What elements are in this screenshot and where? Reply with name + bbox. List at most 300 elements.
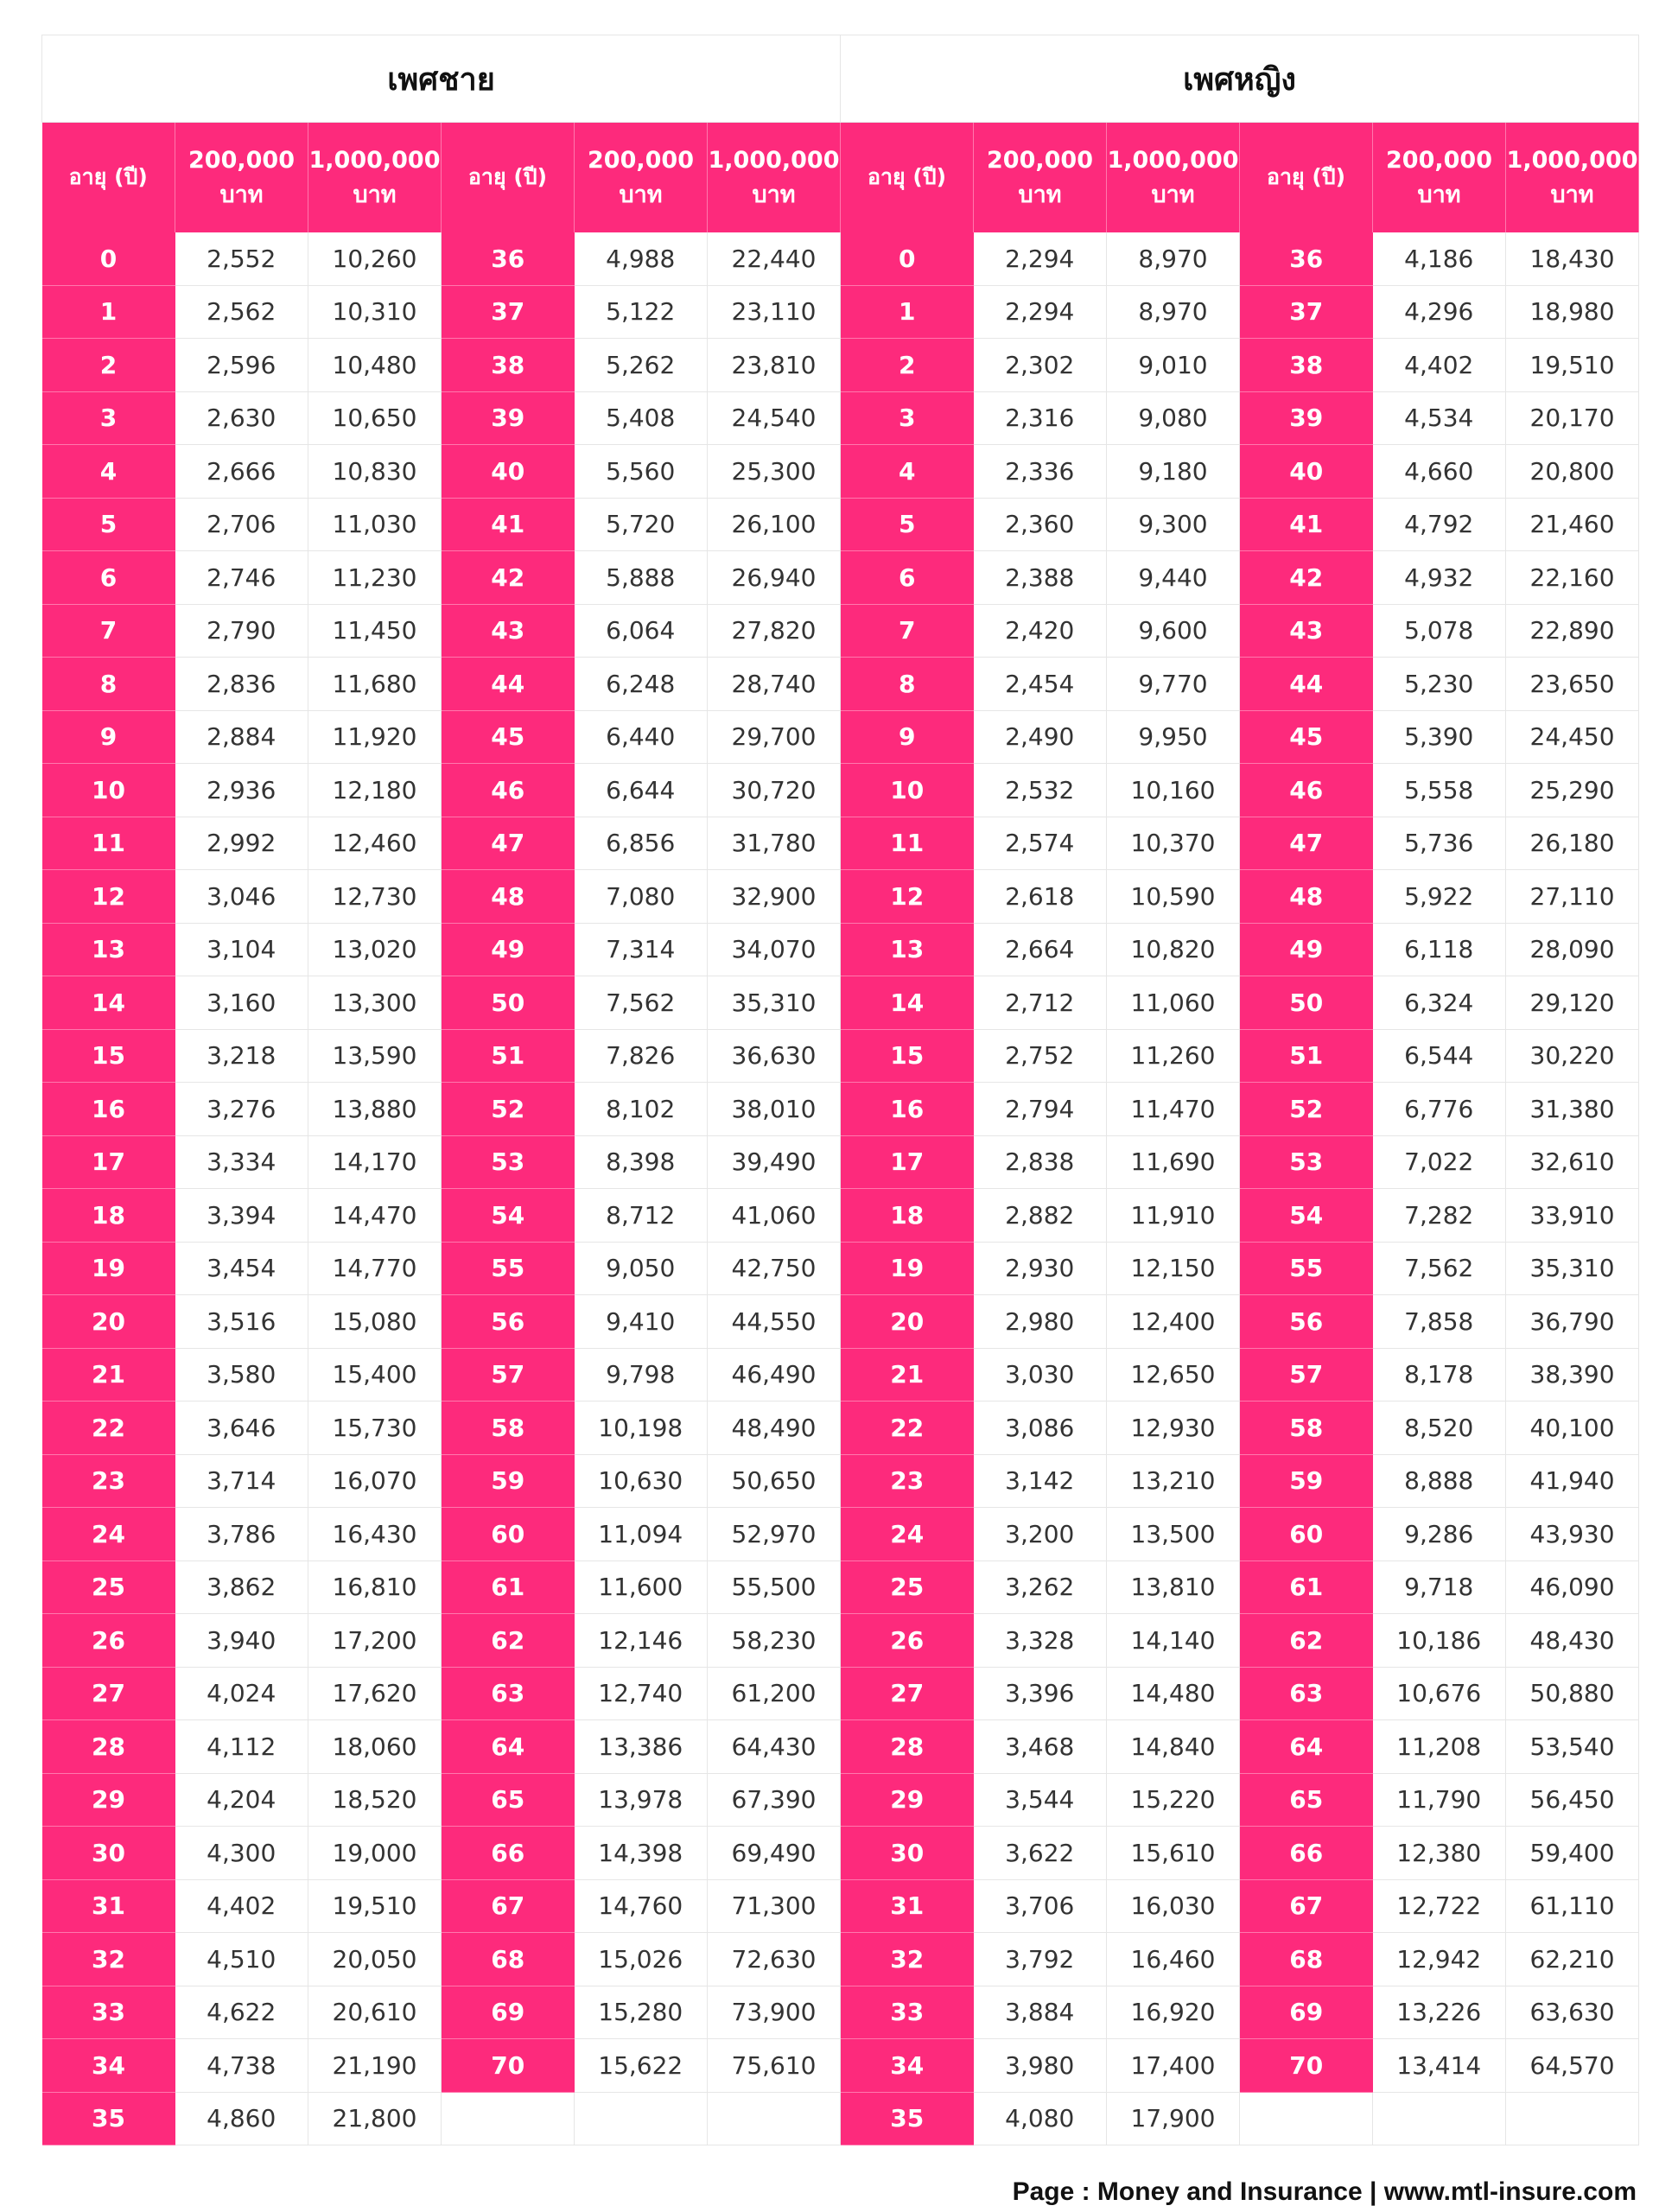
female-age-cell: 44 <box>1240 658 1373 711</box>
female-premium-1m-cell: 12,650 <box>1107 1348 1240 1402</box>
female-premium-200k-cell: 3,086 <box>974 1402 1107 1455</box>
male-age-cell: 15 <box>42 1029 175 1083</box>
empty-cell <box>1506 2092 1639 2145</box>
female-premium-200k-cell: 10,676 <box>1373 1667 1506 1720</box>
male-premium-200k-cell: 4,402 <box>175 1879 308 1933</box>
male-premium-1m-cell: 26,940 <box>708 551 841 605</box>
male-premium-1m-cell: 35,310 <box>708 976 841 1030</box>
female-age-cell: 56 <box>1240 1295 1373 1349</box>
female-premium-1m-cell: 24,450 <box>1506 710 1639 764</box>
table-row <box>42 1879 1639 1933</box>
table-row <box>42 923 1639 976</box>
female-premium-200k-cell: 6,324 <box>1373 976 1506 1030</box>
male-premium-200k-cell: 13,386 <box>575 1720 708 1774</box>
male-premium-200k-cell: 11,600 <box>575 1560 708 1614</box>
female-premium-200k-cell: 5,078 <box>1373 604 1506 658</box>
male-premium-1m-cell: 69,490 <box>708 1827 841 1880</box>
female-premium-200k-cell: 2,574 <box>974 817 1107 870</box>
male-premium-200k-cell: 12,146 <box>575 1614 708 1668</box>
female-age-cell: 19 <box>841 1242 974 1295</box>
female-age-cell: 67 <box>1240 1879 1373 1933</box>
male-premium-1m-cell: 12,730 <box>308 870 442 924</box>
male-age-cell: 57 <box>442 1348 575 1402</box>
currency-unit: บาท <box>219 181 264 208</box>
male-premium-200k-cell: 3,394 <box>175 1189 308 1243</box>
male-premium-1m-cell: 20,050 <box>308 1933 442 1986</box>
table-row <box>42 1135 1639 1189</box>
male-age-cell: 27 <box>42 1667 175 1720</box>
male-age-cell: 31 <box>42 1879 175 1933</box>
female-premium-200k-cell: 5,390 <box>1373 710 1506 764</box>
male-premium-1m-cell: 14,770 <box>308 1242 442 1295</box>
male-premium-1m-cell: 10,310 <box>308 285 442 339</box>
male-age-cell: 26 <box>42 1614 175 1668</box>
male-age-cell: 55 <box>442 1242 575 1295</box>
male-premium-1m-cell: 38,010 <box>708 1083 841 1136</box>
female-premium-200k-cell: 4,296 <box>1373 285 1506 339</box>
male-age-cell: 35 <box>42 2092 175 2145</box>
male-premium-200k-cell: 2,552 <box>175 232 308 285</box>
male-premium-1m-cell: 10,830 <box>308 445 442 499</box>
female-age-cell: 55 <box>1240 1242 1373 1295</box>
male-premium-1m-cell: 39,490 <box>708 1135 841 1189</box>
currency-unit: บาท <box>1417 181 1461 208</box>
female-premium-1m-cell: 11,260 <box>1107 1029 1240 1083</box>
male-age-cell: 7 <box>42 604 175 658</box>
female-premium-1m-cell: 38,390 <box>1506 1348 1639 1402</box>
male-age-cell: 44 <box>442 658 575 711</box>
female-premium-200k-cell: 6,544 <box>1373 1029 1506 1083</box>
male-age-cell: 39 <box>442 391 575 445</box>
male-premium-200k-cell: 2,746 <box>175 551 308 605</box>
female-age-cell: 46 <box>1240 764 1373 817</box>
female-age-cell: 12 <box>841 870 974 924</box>
female-premium-1m-cell: 14,840 <box>1107 1720 1240 1774</box>
male-age-cell: 48 <box>442 870 575 924</box>
female-premium-1m-cell: 40,100 <box>1506 1402 1639 1455</box>
male-age-cell: 60 <box>442 1508 575 1561</box>
female-age-cell: 37 <box>1240 285 1373 339</box>
female-age-cell: 42 <box>1240 551 1373 605</box>
female-premium-200k-cell: 4,932 <box>1373 551 1506 605</box>
female-premium-1m-cell: 41,940 <box>1506 1454 1639 1508</box>
male-age-cell: 1 <box>42 285 175 339</box>
female-age-cell: 6 <box>841 551 974 605</box>
female-age-cell: 7 <box>841 604 974 658</box>
male-age-cell: 21 <box>42 1348 175 1402</box>
female-age-cell: 49 <box>1240 923 1373 976</box>
table-row <box>42 1189 1639 1243</box>
female-premium-200k-cell: 8,888 <box>1373 1454 1506 1508</box>
female-age-cell: 30 <box>841 1827 974 1880</box>
male-premium-200k-cell: 7,562 <box>575 976 708 1030</box>
male-age-cell: 38 <box>442 339 575 392</box>
male-premium-200k-cell: 3,160 <box>175 976 308 1030</box>
currency-unit: บาท <box>619 181 663 208</box>
female-age-cell: 29 <box>841 1773 974 1827</box>
female-premium-200k-cell: 3,706 <box>974 1879 1107 1933</box>
table-row <box>42 1560 1639 1614</box>
female-age-cell: 25 <box>841 1560 974 1614</box>
female-age-cell: 34 <box>841 2039 974 2093</box>
female-premium-1m-cell: 9,770 <box>1107 658 1240 711</box>
male-premium-200k-cell: 4,300 <box>175 1827 308 1880</box>
female-age-cell: 66 <box>1240 1827 1373 1880</box>
page-footer: Page : Money and Insurance | www.mtl-insure.com <box>1012 2177 1637 2206</box>
male-age-cell: 18 <box>42 1189 175 1243</box>
female-premium-200k-cell: 3,884 <box>974 1986 1107 2039</box>
male-premium-1m-cell: 46,490 <box>708 1348 841 1402</box>
male-premium-1m-cell: 25,300 <box>708 445 841 499</box>
female-premium-200k-cell: 7,022 <box>1373 1135 1506 1189</box>
premium-table-container <box>41 35 1638 2145</box>
male-age-cell: 54 <box>442 1189 575 1243</box>
column-header-row <box>42 123 1639 233</box>
female-premium-1m-cell: 9,950 <box>1107 710 1240 764</box>
female-premium-1m-cell: 56,450 <box>1506 1773 1639 1827</box>
male-premium-200k-cell: 3,218 <box>175 1029 308 1083</box>
male-premium-1m-cell: 16,430 <box>308 1508 442 1561</box>
female-premium-1m-cell: 16,460 <box>1107 1933 1240 1986</box>
female-premium-200k-cell: 2,712 <box>974 976 1107 1030</box>
male-age-cell: 14 <box>42 976 175 1030</box>
male-age-cell: 51 <box>442 1029 575 1083</box>
male-premium-1m-cell: 11,030 <box>308 498 442 551</box>
female-premium-1m-cell: 59,400 <box>1506 1827 1639 1880</box>
female-premium-1m-cell: 32,610 <box>1506 1135 1639 1189</box>
female-age-cell: 27 <box>841 1667 974 1720</box>
female-premium-200k-cell: 13,226 <box>1373 1986 1506 2039</box>
female-premium-1m-cell: 10,590 <box>1107 870 1240 924</box>
male-age-cell: 17 <box>42 1135 175 1189</box>
male-premium-1m-cell: 48,490 <box>708 1402 841 1455</box>
female-age-cell: 52 <box>1240 1083 1373 1136</box>
male-premium-1m-cell: 27,820 <box>708 604 841 658</box>
male-age-cell: 2 <box>42 339 175 392</box>
female-premium-200k-cell: 12,722 <box>1373 1879 1506 1933</box>
female-premium-1m-cell: 15,610 <box>1107 1827 1240 1880</box>
female-premium-1m-cell: 25,290 <box>1506 764 1639 817</box>
female-premium-200k-cell: 3,142 <box>974 1454 1107 1508</box>
currency-unit: บาท <box>1550 181 1594 208</box>
male-premium-200k-cell: 4,204 <box>175 1773 308 1827</box>
male-premium-1m-cell: 67,390 <box>708 1773 841 1827</box>
table-row <box>42 285 1639 339</box>
male-age-cell: 41 <box>442 498 575 551</box>
female-left-col1-header <box>974 123 1107 233</box>
male-premium-1m-cell: 61,200 <box>708 1667 841 1720</box>
female-age-cell: 43 <box>1240 604 1373 658</box>
female-age-cell: 5 <box>841 498 974 551</box>
male-premium-200k-cell: 5,262 <box>575 339 708 392</box>
male-premium-1m-cell: 16,070 <box>308 1454 442 1508</box>
female-age-cell: 15 <box>841 1029 974 1083</box>
male-premium-1m-cell: 11,680 <box>308 658 442 711</box>
male-age-cell: 59 <box>442 1454 575 1508</box>
empty-cell <box>1373 2092 1506 2145</box>
male-age-cell: 5 <box>42 498 175 551</box>
female-premium-1m-cell: 20,800 <box>1506 445 1639 499</box>
male-premium-200k-cell: 15,622 <box>575 2039 708 2093</box>
table-row <box>42 498 1639 551</box>
female-premium-200k-cell: 3,544 <box>974 1773 1107 1827</box>
female-premium-200k-cell: 2,454 <box>974 658 1107 711</box>
table-row <box>42 1454 1639 1508</box>
male-age-cell: 50 <box>442 976 575 1030</box>
female-premium-200k-cell: 4,792 <box>1373 498 1506 551</box>
male-premium-200k-cell: 3,046 <box>175 870 308 924</box>
female-premium-200k-cell: 9,718 <box>1373 1560 1506 1614</box>
female-premium-200k-cell: 2,930 <box>974 1242 1107 1295</box>
table-row <box>42 976 1639 1030</box>
female-premium-1m-cell: 11,060 <box>1107 976 1240 1030</box>
male-premium-200k-cell: 6,856 <box>575 817 708 870</box>
male-premium-1m-cell: 64,430 <box>708 1720 841 1774</box>
male-age-cell: 12 <box>42 870 175 924</box>
male-premium-200k-cell: 4,510 <box>175 1933 308 1986</box>
female-age-cell: 35 <box>841 2092 974 2145</box>
male-age-cell: 66 <box>442 1827 575 1880</box>
table-row <box>42 710 1639 764</box>
female-premium-200k-cell: 2,388 <box>974 551 1107 605</box>
male-age-cell: 16 <box>42 1083 175 1136</box>
male-premium-200k-cell: 2,790 <box>175 604 308 658</box>
table-row <box>42 232 1639 285</box>
female-premium-1m-cell: 11,910 <box>1107 1189 1240 1243</box>
male-premium-1m-cell: 11,230 <box>308 551 442 605</box>
female-premium-1m-cell: 11,690 <box>1107 1135 1240 1189</box>
female-premium-1m-cell: 18,430 <box>1506 232 1639 285</box>
female-premium-1m-cell: 19,510 <box>1506 339 1639 392</box>
female-age-cell: 47 <box>1240 817 1373 870</box>
female-premium-200k-cell: 6,118 <box>1373 923 1506 976</box>
female-age-cell: 21 <box>841 1348 974 1402</box>
male-age-cell: 58 <box>442 1402 575 1455</box>
female-premium-200k-cell: 3,792 <box>974 1933 1107 1986</box>
male-premium-1m-cell: 13,020 <box>308 923 442 976</box>
female-age-cell: 69 <box>1240 1986 1373 2039</box>
table-row <box>42 391 1639 445</box>
female-age-cell: 10 <box>841 764 974 817</box>
male-premium-200k-cell: 2,562 <box>175 285 308 339</box>
sum-insured-amount: 200,000 <box>987 147 1093 175</box>
female-premium-200k-cell: 3,468 <box>974 1720 1107 1774</box>
male-premium-200k-cell: 5,888 <box>575 551 708 605</box>
male-premium-1m-cell: 30,720 <box>708 764 841 817</box>
female-premium-1m-cell: 12,150 <box>1107 1242 1240 1295</box>
male-left-age-header: อายุ (ปี) <box>42 123 175 233</box>
female-age-cell: 64 <box>1240 1720 1373 1774</box>
female-premium-1m-cell: 9,180 <box>1107 445 1240 499</box>
female-age-cell: 0 <box>841 232 974 285</box>
female-premium-1m-cell: 20,170 <box>1506 391 1639 445</box>
male-group-title: เพศชาย <box>42 35 841 123</box>
male-age-cell: 65 <box>442 1773 575 1827</box>
female-premium-200k-cell: 2,882 <box>974 1189 1107 1243</box>
male-age-cell: 62 <box>442 1614 575 1668</box>
male-premium-1m-cell: 42,750 <box>708 1242 841 1295</box>
premium-table-body <box>42 232 1639 2145</box>
female-premium-1m-cell: 27,110 <box>1506 870 1639 924</box>
female-age-cell: 22 <box>841 1402 974 1455</box>
male-right-age-header: อายุ (ปี) <box>442 123 575 233</box>
female-age-cell: 65 <box>1240 1773 1373 1827</box>
female-premium-1m-cell: 53,540 <box>1506 1720 1639 1774</box>
female-premium-1m-cell: 15,220 <box>1107 1773 1240 1827</box>
male-premium-1m-cell: 15,080 <box>308 1295 442 1349</box>
male-premium-200k-cell: 2,992 <box>175 817 308 870</box>
male-age-cell: 37 <box>442 285 575 339</box>
female-premium-200k-cell: 2,490 <box>974 710 1107 764</box>
male-premium-200k-cell: 7,080 <box>575 870 708 924</box>
male-age-cell: 28 <box>42 1720 175 1774</box>
table-row <box>42 2039 1639 2093</box>
male-premium-200k-cell: 6,064 <box>575 604 708 658</box>
female-premium-1m-cell: 9,010 <box>1107 339 1240 392</box>
female-age-cell: 1 <box>841 285 974 339</box>
empty-cell <box>575 2092 708 2145</box>
female-age-cell: 13 <box>841 923 974 976</box>
male-premium-200k-cell: 13,978 <box>575 1773 708 1827</box>
female-premium-200k-cell: 7,282 <box>1373 1189 1506 1243</box>
male-premium-1m-cell: 21,190 <box>308 2039 442 2093</box>
male-premium-1m-cell: 19,510 <box>308 1879 442 1933</box>
male-premium-200k-cell: 5,408 <box>575 391 708 445</box>
female-right-age-header: อายุ (ปี) <box>1240 123 1373 233</box>
female-premium-1m-cell: 43,930 <box>1506 1508 1639 1561</box>
table-row <box>42 1827 1639 1880</box>
male-age-cell: 64 <box>442 1720 575 1774</box>
male-premium-200k-cell: 2,936 <box>175 764 308 817</box>
male-age-cell: 70 <box>442 2039 575 2093</box>
male-age-cell: 36 <box>442 232 575 285</box>
female-premium-1m-cell: 21,460 <box>1506 498 1639 551</box>
male-premium-200k-cell: 5,122 <box>575 285 708 339</box>
female-premium-1m-cell: 10,820 <box>1107 923 1240 976</box>
female-premium-1m-cell: 22,890 <box>1506 604 1639 658</box>
female-premium-200k-cell: 10,186 <box>1373 1614 1506 1668</box>
male-premium-200k-cell: 4,024 <box>175 1667 308 1720</box>
male-premium-1m-cell: 12,460 <box>308 817 442 870</box>
female-age-cell: 38 <box>1240 339 1373 392</box>
female-premium-1m-cell: 17,400 <box>1107 2039 1240 2093</box>
female-age-cell: 57 <box>1240 1348 1373 1402</box>
male-age-cell: 30 <box>42 1827 175 1880</box>
female-premium-1m-cell: 10,160 <box>1107 764 1240 817</box>
male-premium-1m-cell: 29,700 <box>708 710 841 764</box>
female-premium-1m-cell: 9,080 <box>1107 391 1240 445</box>
empty-cell <box>442 2092 575 2145</box>
male-premium-200k-cell: 3,454 <box>175 1242 308 1295</box>
table-row <box>42 2092 1639 2145</box>
male-premium-200k-cell: 2,630 <box>175 391 308 445</box>
female-premium-1m-cell: 33,910 <box>1506 1189 1639 1243</box>
male-premium-1m-cell: 28,740 <box>708 658 841 711</box>
male-age-cell: 43 <box>442 604 575 658</box>
male-premium-1m-cell: 10,260 <box>308 232 442 285</box>
currency-unit: บาท <box>1151 181 1195 208</box>
male-premium-1m-cell: 10,650 <box>308 391 442 445</box>
female-premium-1m-cell: 11,470 <box>1107 1083 1240 1136</box>
male-premium-200k-cell: 2,666 <box>175 445 308 499</box>
male-premium-200k-cell: 5,560 <box>575 445 708 499</box>
male-premium-1m-cell: 71,300 <box>708 1879 841 1933</box>
table-row <box>42 817 1639 870</box>
table-row <box>42 1773 1639 1827</box>
male-premium-1m-cell: 13,300 <box>308 976 442 1030</box>
female-premium-1m-cell: 13,810 <box>1107 1560 1240 1614</box>
empty-cell <box>708 2092 841 2145</box>
male-age-cell: 69 <box>442 1986 575 2039</box>
female-premium-1m-cell: 29,120 <box>1506 976 1639 1030</box>
female-right-col2-header <box>1506 123 1639 233</box>
female-premium-200k-cell: 3,622 <box>974 1827 1107 1880</box>
male-premium-1m-cell: 17,620 <box>308 1667 442 1720</box>
male-age-cell: 8 <box>42 658 175 711</box>
male-age-cell: 29 <box>42 1773 175 1827</box>
female-premium-200k-cell: 2,316 <box>974 391 1107 445</box>
female-age-cell: 41 <box>1240 498 1373 551</box>
female-premium-200k-cell: 7,562 <box>1373 1242 1506 1295</box>
male-age-cell: 4 <box>42 445 175 499</box>
female-age-cell: 70 <box>1240 2039 1373 2093</box>
male-age-cell: 49 <box>442 923 575 976</box>
male-premium-200k-cell: 8,398 <box>575 1135 708 1189</box>
currency-unit: บาท <box>1018 181 1062 208</box>
female-age-cell: 14 <box>841 976 974 1030</box>
male-premium-200k-cell: 3,786 <box>175 1508 308 1561</box>
female-age-cell: 54 <box>1240 1189 1373 1243</box>
female-group-title: เพศหญิง <box>841 35 1639 123</box>
female-age-cell: 17 <box>841 1135 974 1189</box>
sum-insured-amount: 200,000 <box>1386 147 1492 175</box>
female-premium-1m-cell: 9,600 <box>1107 604 1240 658</box>
male-premium-200k-cell: 2,596 <box>175 339 308 392</box>
currency-unit: บาท <box>353 181 397 208</box>
male-age-cell: 6 <box>42 551 175 605</box>
male-age-cell: 61 <box>442 1560 575 1614</box>
female-age-cell: 26 <box>841 1614 974 1668</box>
male-age-cell: 53 <box>442 1135 575 1189</box>
female-premium-200k-cell: 2,980 <box>974 1295 1107 1349</box>
female-age-cell: 45 <box>1240 710 1373 764</box>
table-row <box>42 1667 1639 1720</box>
female-premium-200k-cell: 3,262 <box>974 1560 1107 1614</box>
female-premium-200k-cell: 9,286 <box>1373 1508 1506 1561</box>
table-row <box>42 339 1639 392</box>
male-premium-1m-cell: 73,900 <box>708 1986 841 2039</box>
female-premium-1m-cell: 35,310 <box>1506 1242 1639 1295</box>
table-row <box>42 1242 1639 1295</box>
sum-insured-amount: 1,000,000 <box>1107 147 1239 175</box>
female-premium-1m-cell: 46,090 <box>1506 1560 1639 1614</box>
gender-header-row <box>42 35 1639 123</box>
male-right-col2-header <box>708 123 841 233</box>
sum-insured-amount: 1,000,000 <box>308 147 441 175</box>
female-age-cell: 36 <box>1240 232 1373 285</box>
currency-unit: บาท <box>752 181 796 208</box>
male-premium-1m-cell: 24,540 <box>708 391 841 445</box>
female-age-cell: 31 <box>841 1879 974 1933</box>
female-premium-200k-cell: 5,230 <box>1373 658 1506 711</box>
male-premium-200k-cell: 3,276 <box>175 1083 308 1136</box>
female-premium-200k-cell: 12,380 <box>1373 1827 1506 1880</box>
table-row <box>42 1029 1639 1083</box>
male-premium-1m-cell: 15,730 <box>308 1402 442 1455</box>
female-premium-200k-cell: 3,200 <box>974 1508 1107 1561</box>
female-premium-1m-cell: 22,160 <box>1506 551 1639 605</box>
female-age-cell: 58 <box>1240 1402 1373 1455</box>
